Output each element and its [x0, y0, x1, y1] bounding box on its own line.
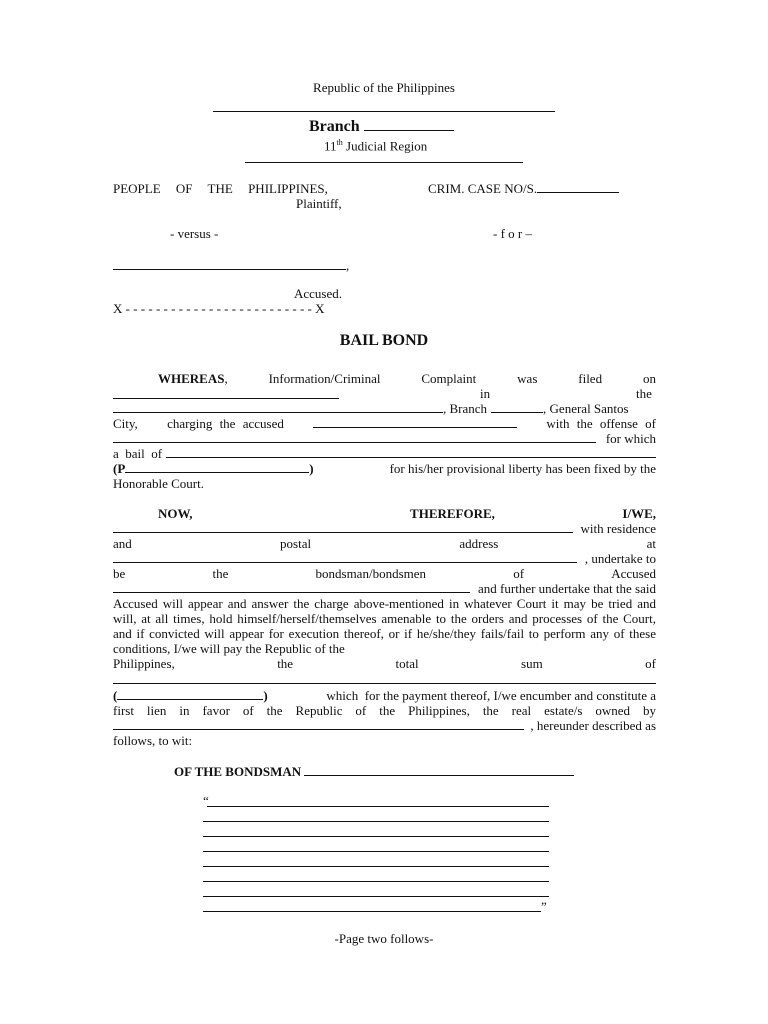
now-line-13 — [113, 688, 656, 703]
now-line-2 — [113, 521, 656, 536]
postal-word: postal — [280, 536, 312, 551]
accused-comma: , — [346, 258, 350, 273]
sum-words-blank — [113, 683, 656, 684]
charging-text: charging the accused — [167, 416, 284, 431]
judicial-region — [324, 135, 427, 153]
whereas-line-5 — [113, 431, 656, 446]
of-word: of — [513, 566, 525, 581]
sum-figures-blank — [117, 688, 263, 700]
page-two-follows: -Page two follows- — [334, 931, 434, 946]
bondsman-label: OF THE BONDSMAN — [174, 764, 302, 779]
whereas-line-3 — [113, 401, 656, 416]
court-blank — [113, 401, 443, 413]
filing-date-blank — [113, 398, 339, 399]
peso-close: ) — [309, 461, 314, 476]
branch-blank — [364, 117, 454, 131]
be-word: be — [113, 566, 126, 581]
whereas-word: Information/Criminal — [268, 371, 381, 386]
property-line-8 — [203, 911, 541, 912]
branch-text: , Branch — [443, 401, 488, 416]
bondsman-blank — [304, 763, 574, 776]
case-number-blank — [537, 181, 619, 193]
offense-text: with the offense of — [546, 416, 656, 431]
plaintiff-label: Plaintiff, — [296, 196, 342, 211]
accused-name — [113, 258, 349, 273]
which-text: which for the payment thereof, I/we encumber and constitute a — [326, 688, 656, 703]
whereas-word: on — [642, 371, 656, 386]
follows-text: follows, to wit: — [113, 733, 193, 748]
region-number: 11 — [324, 138, 337, 154]
whereas-line-1 — [113, 371, 656, 386]
versus-label: - versus - — [170, 226, 219, 241]
now-line-4 — [113, 551, 656, 566]
the-word: the — [212, 566, 229, 581]
property-line-3 — [203, 836, 549, 837]
whereas-line-7 — [113, 461, 656, 476]
now-line-11 — [113, 656, 656, 671]
and-word: and — [113, 536, 132, 551]
close-quote: ” — [541, 899, 547, 914]
branch-number-blank — [491, 401, 543, 413]
property-line-4 — [203, 851, 549, 852]
whereas-comma: , — [224, 371, 228, 386]
hereunder-text: , hereunder described as — [530, 718, 656, 733]
sum-word: sum — [521, 656, 543, 671]
philippines-word: Philippines, — [113, 656, 175, 671]
for-which-text: for which — [605, 431, 656, 446]
lien-text: first lien in favor of the Republic of the Philippines, the real estate/s owned by — [113, 703, 656, 718]
property-line-6 — [203, 881, 549, 882]
now-therefore-line — [113, 506, 656, 521]
whereas-word: Complaint — [421, 371, 477, 386]
bail-amount-blank — [125, 461, 309, 473]
now-line-6 — [113, 581, 656, 596]
case-label: CRIM. CASE NO/S. — [428, 181, 538, 196]
caption-divider: X - - - - - - - - - - - - - - - - - - - - - - - - - X — [113, 301, 325, 316]
undertake-text: , undertake to — [584, 551, 656, 566]
residence-text: with residence — [580, 521, 656, 536]
bondsman-name-blank — [113, 532, 573, 533]
branch-label: Branch — [309, 118, 360, 135]
the-word: the — [636, 386, 652, 401]
further-text: and further undertake that the said — [478, 581, 656, 596]
accused-name-blank-2 — [113, 592, 470, 593]
whereas-word: was — [517, 371, 538, 386]
now-line-15 — [113, 718, 656, 733]
property-line-2 — [203, 821, 549, 822]
offense-blank — [113, 442, 596, 443]
iwe-word: I/WE, — [622, 506, 656, 521]
a-bail-of-text: a bail of — [113, 446, 163, 461]
property-line-7 — [203, 896, 549, 897]
accused-name-blank — [113, 258, 346, 270]
now-line-5 — [113, 566, 656, 581]
court-name-blank — [213, 111, 555, 112]
peso-open: (P — [113, 461, 126, 476]
liberty-text: for his/her provisional liberty has been fixed by the — [389, 461, 656, 476]
property-line-5 — [203, 866, 549, 867]
branch-heading — [309, 117, 454, 136]
whereas-word: filed — [578, 371, 603, 386]
republic-heading: Republic of the Philippines — [313, 80, 455, 95]
property-line-1 — [207, 806, 549, 807]
total-word: total — [395, 656, 419, 671]
for-label: - f o r – — [493, 226, 532, 241]
in-word: in — [480, 386, 491, 401]
people-plaintiff: PEOPLE OF THE PHILIPPINES, — [113, 181, 328, 196]
crim-case-no — [428, 181, 619, 196]
of-word: of — [645, 656, 656, 671]
undertaking-paragraph: Accused will appear and answer the charge above-mentioned in whatever Court it may be tried and will, at all times, hold himself/herself/themselves amenable to the orders and processes of the Court, and if convicted will appear for execution thereof, or if he/she/they fails/fail to perform any of these conditions, I/we will pay the Republic of the — [113, 596, 656, 656]
at-word: at — [646, 536, 656, 551]
bondsman-word: bondsman/bondsmen — [315, 566, 427, 581]
therefore-word: THEREFORE, — [410, 506, 495, 521]
accused-label: Accused. — [294, 286, 343, 301]
region-label: Judicial Region — [346, 138, 428, 154]
honorable-court: Honorable Court. — [113, 476, 204, 491]
now-word: NOW, — [158, 506, 193, 521]
document-title: BAIL BOND — [339, 332, 429, 349]
region-suffix: th — [336, 138, 343, 147]
whereas-lead: WHEREAS — [158, 371, 225, 386]
address-word: address — [459, 536, 499, 551]
address-blank — [113, 562, 577, 563]
city-name: , General Santos — [543, 401, 629, 416]
now-line-3 — [113, 536, 656, 551]
paren-close: ) — [263, 688, 268, 703]
region-underline — [245, 162, 523, 163]
open-quote: “ — [203, 793, 209, 808]
owner-blank — [113, 729, 524, 730]
paren-open: ( — [113, 688, 118, 703]
of-the-bondsman — [174, 763, 574, 779]
whereas-line-4 — [113, 416, 656, 431]
whereas-line-6 — [113, 446, 656, 461]
accused-word: Accused — [611, 566, 656, 581]
city-word: City, — [113, 416, 138, 431]
accused-blank — [313, 416, 517, 428]
bail-amount-words-blank — [166, 457, 656, 458]
the-word: the — [277, 656, 294, 671]
